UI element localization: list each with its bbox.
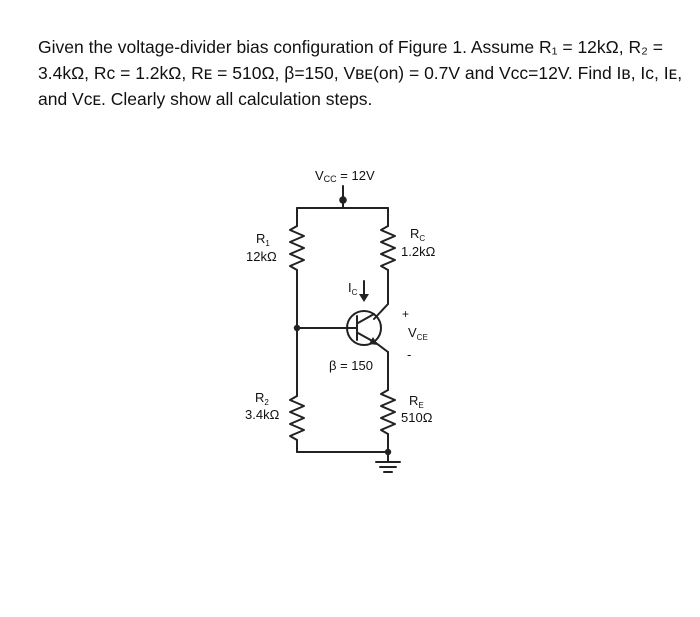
ic-label: $I_C$	[348, 280, 358, 297]
transistor-collector-lead	[358, 314, 374, 323]
r1-name-label: $R_1$	[256, 231, 270, 248]
r1-resistor	[290, 226, 304, 270]
question-line-1: Given the voltage-divider bias configuration of Figure 1. Assume R₁ = 12kΩ, R₂ =	[38, 37, 663, 57]
ic-arrow-head	[359, 294, 369, 302]
r2-value-label: 3.4kΩ	[245, 407, 280, 422]
re-name-label: $R_E$	[409, 393, 424, 410]
beta-label: β = 150	[329, 358, 373, 373]
bottom-junction-dot	[385, 449, 391, 455]
vce-label: $V_{CE}$	[408, 325, 428, 342]
question-line-3: and Vᴄᴇ. Clearly show all calculation steps.	[38, 89, 373, 109]
re-value-label: 510Ω	[401, 410, 433, 425]
rc-resistor	[381, 226, 395, 270]
base-junction-dot	[294, 325, 300, 331]
vcc-terminal-dot	[339, 196, 347, 204]
vcc-label: VCC = 12V	[315, 168, 375, 184]
vce-minus-label: -	[407, 347, 412, 362]
emitter-wire	[376, 343, 388, 352]
rc-name-label: $R_C$	[410, 226, 426, 243]
r2-name-label: $R_2$	[255, 390, 269, 407]
r1-value-label: 12kΩ	[246, 249, 277, 264]
vce-plus-label: +	[402, 307, 410, 321]
r2-resistor	[290, 396, 304, 440]
question-line-2: 3.4kΩ, Rᴄ = 1.2kΩ, Rᴇ = 510Ω, β=150, Vʙᴇ(on) = 0.7V and Vᴄᴄ=12V. Find Iʙ, Iᴄ, Iᴇ,	[38, 63, 683, 83]
re-resistor	[381, 390, 395, 434]
rc-value-label: 1.2kΩ	[401, 244, 436, 259]
